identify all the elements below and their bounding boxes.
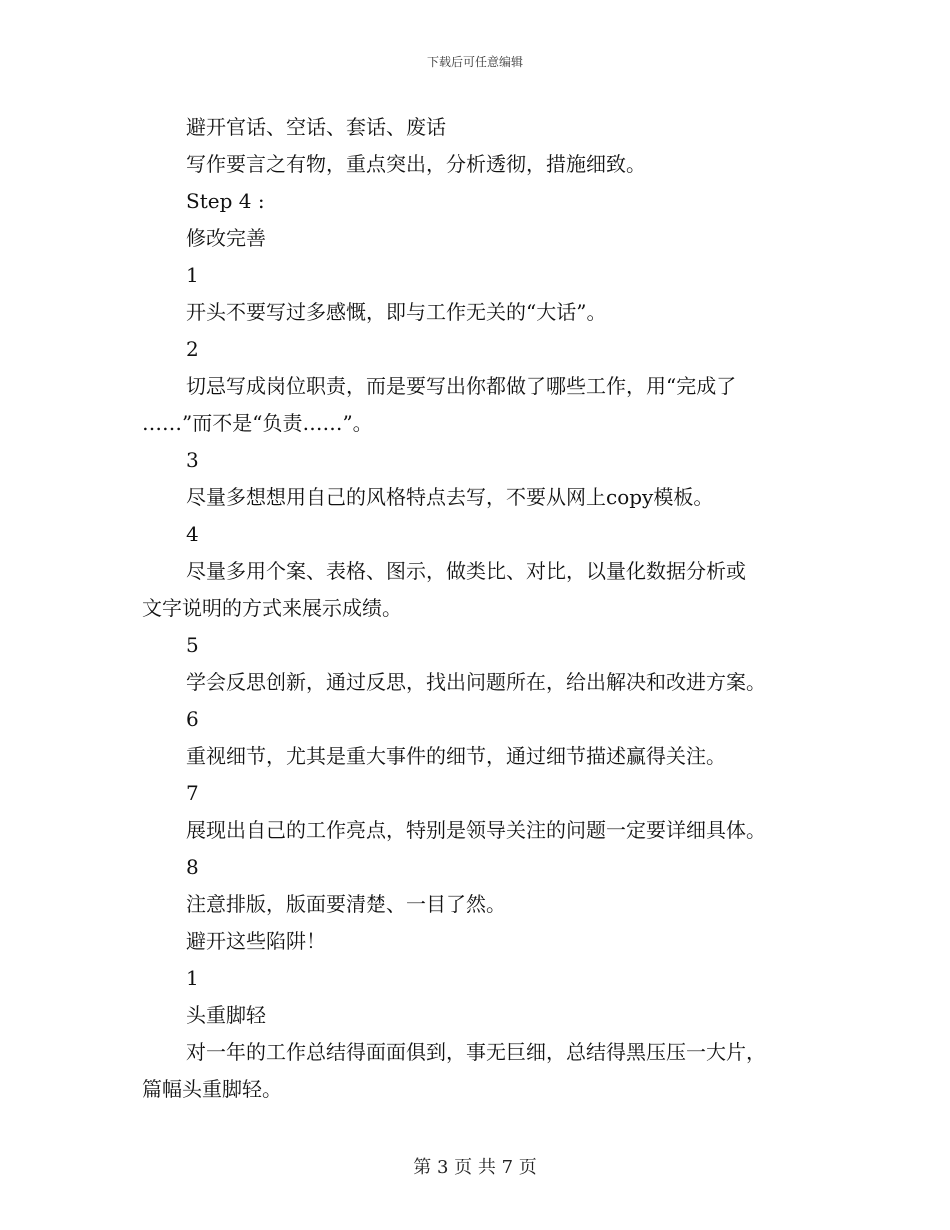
text-line: 尽量多用个案、表格、图示，做类比、对比，以量化数据分析或	[186, 559, 746, 583]
text-line: 3	[186, 448, 199, 472]
text-line: 对一年的工作总结得面面俱到，事无巨细，总结得黑压压一大片，	[186, 1040, 766, 1064]
text-line: 8	[186, 855, 199, 879]
text-line: 7	[186, 781, 199, 805]
text-line: 写作要言之有物，重点突出，分析透彻，措施细致。	[186, 152, 646, 176]
text-line: 1	[186, 966, 199, 990]
text-line: 2	[186, 337, 199, 361]
page-header: 下载后可任意编辑	[426, 55, 523, 69]
text-line: 文字说明的方式来展示成绩。	[142, 596, 402, 620]
text-line: 5	[186, 633, 199, 657]
text-line: 注意排版，版面要清楚、一目了然。	[186, 892, 506, 916]
text-line: 篇幅头重脚轻。	[142, 1077, 282, 1101]
text-line: 开头不要写过多感慨，即与工作无关的“大话”。	[186, 300, 607, 324]
text-line: 6	[186, 707, 199, 731]
text-line: ……”而不是“负责……”。	[142, 411, 373, 435]
text-line: Step 4 :	[186, 189, 265, 213]
text-line: 展现出自己的工作亮点，特别是领导关注的问题一定要详细具体。	[186, 818, 766, 842]
text-line: 学会反思创新，通过反思，找出问题所在，给出解决和改进方案。	[186, 670, 766, 694]
text-line: 尽量多想想用自己的风格特点去写，不要从网上copy模板。	[186, 485, 714, 509]
text-line: 修改完善	[186, 226, 266, 250]
text-line: 1	[186, 263, 199, 287]
text-line: 重视细节，尤其是重大事件的细节，通过细节描述赢得关注。	[186, 744, 726, 768]
text-line: 4	[186, 522, 199, 546]
page-footer: 第 3 页 共 7 页	[413, 1157, 537, 1178]
text-line: 头重脚轻	[186, 1003, 266, 1027]
text-line: 切忌写成岗位职责，而是要写出你都做了哪些工作，用“完成了	[186, 374, 737, 398]
text-line: 避开官话、空话、套话、废话	[186, 115, 446, 139]
text-line: 避开这些陷阱！	[186, 929, 326, 953]
